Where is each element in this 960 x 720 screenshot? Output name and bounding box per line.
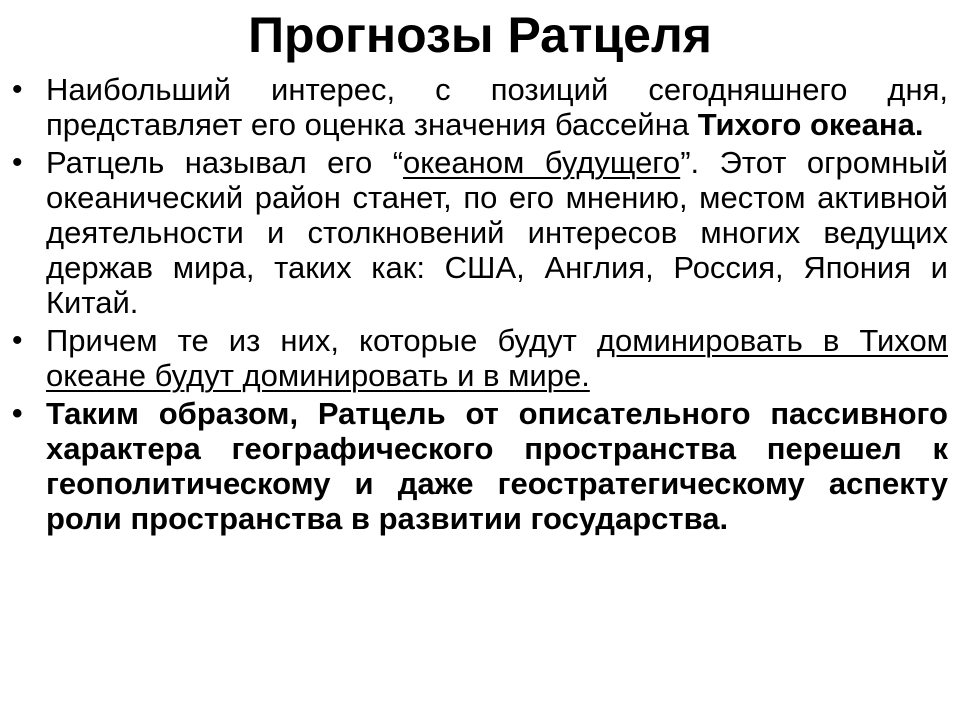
bullet-2-text-start: Ратцель называл его “ <box>46 145 404 180</box>
bullet-item-2 <box>0 145 960 320</box>
bullet-2-underlined-text: океаном будущего <box>403 145 681 180</box>
bullet-2-text-end: ”. Этот огромный океанический район станет, по его мнению, местом активной деятельности и столкновений интересов многих ведущих держав мира, таких как: США, Англия, Россия, Япония и Китай. <box>46 145 948 320</box>
bullet-1-bold-text: Тихого океана. <box>697 107 924 142</box>
bullet-dot-icon: • <box>12 397 23 430</box>
bullet-4-bold-text: Таким образом, Ратцель от описательного пассивного характера географического пространства перешел к геополитическому и даже геостратегическому аспекту роли пространства в развитии государства. <box>46 396 948 536</box>
bullet-3-text: Причем те из них, которые будут <box>46 323 597 358</box>
bullet-dot-icon: • <box>12 146 23 179</box>
bullet-dot-icon: • <box>12 324 23 357</box>
bullet-item-4 <box>0 396 960 536</box>
bullet-dot-icon: • <box>12 73 23 106</box>
bullet-list <box>0 72 960 539</box>
bullet-3-underlined-text: доминировать в Тихом океане будут доминировать и в мире. <box>46 323 948 393</box>
bullet-item-1 <box>0 72 960 142</box>
bullet-1-text: Наибольший интерес, с позиций сегодняшнего дня, представляет его оценка значения бассейна <box>46 72 948 142</box>
slide-title: Прогнозы Ратцеля <box>248 7 712 63</box>
bullet-item-3 <box>0 323 960 393</box>
